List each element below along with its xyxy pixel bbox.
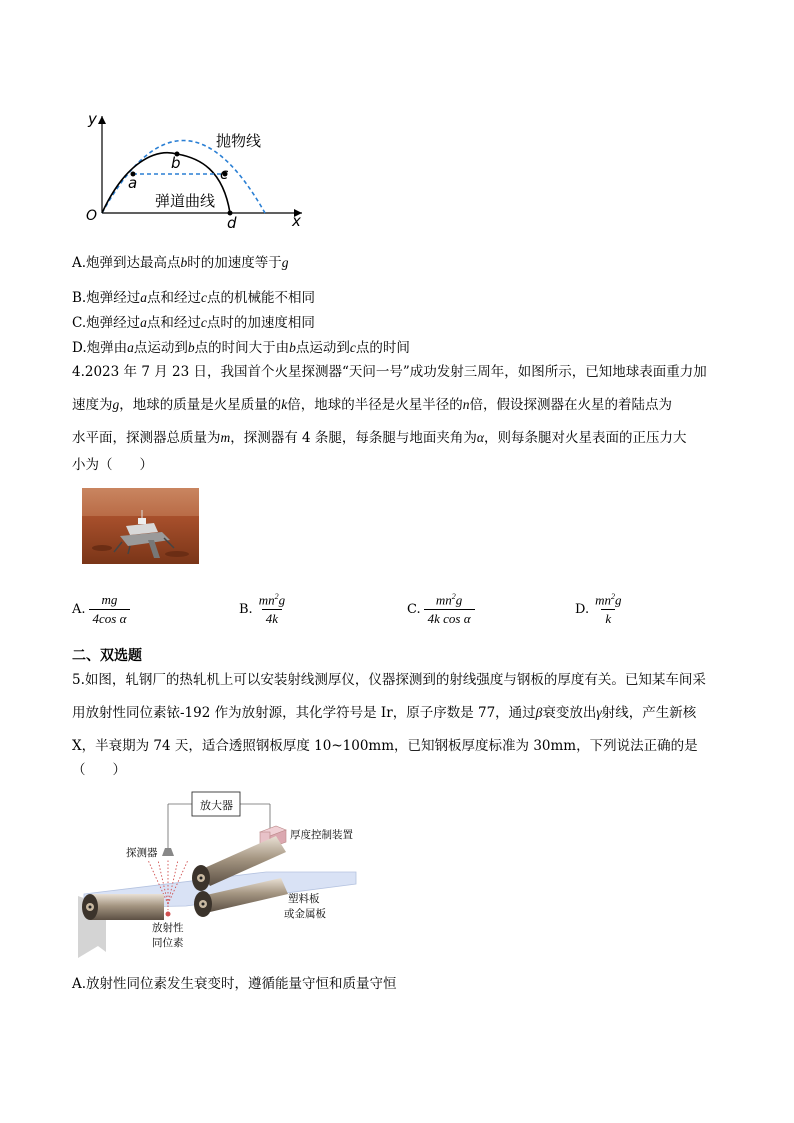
- q3-option-b: B.炮弹经过a点和经过c点的机械能不相同: [72, 290, 315, 306]
- q5-stem-line3: X，半衰期为 74 天，适合透照钢板厚度 10~100mm，已知钢板厚度标准为 30mm，下列说法正确的是: [72, 738, 698, 754]
- q3-option-c: C.炮弹经过a点和经过c点时的加速度相同: [72, 315, 315, 331]
- q5-stem-line4: （ ）: [72, 762, 126, 778]
- axis-x-label: x: [292, 212, 301, 230]
- point-c-label: c: [220, 165, 229, 183]
- q5-stem-line1: 5.如图，轧钢厂的热轧机上可以安装射线测厚仪，仪器探测到的射线强度与钢板的厚度有关。已知某车间采: [72, 672, 706, 688]
- rolling-mill-figure: [76, 786, 376, 962]
- trajectory-figure: [80, 108, 310, 230]
- q4-option-b: B. $\frac{mn^2g}{4k}$: [239, 592, 286, 627]
- q4-stem-line2: 速度为g，地球的质量是火星质量的k倍，地球的半径是火星半径的n倍，假设探测器在火星的着陆点为: [72, 397, 672, 413]
- source-label-1: 放射性: [152, 922, 184, 934]
- q4-option-a: A. $\frac{mg}{\text{4cos α}}$: [72, 592, 130, 627]
- point-a-label: a: [128, 174, 138, 192]
- detector-label: 探测器: [126, 847, 158, 859]
- plate-label-2: 或金属板: [284, 908, 326, 920]
- q3-option-a: A.炮弹到达最高点b时的加速度等于g: [72, 255, 289, 271]
- section-heading: 二、双选题: [72, 648, 142, 664]
- thickness-control-label: 厚度控制装置: [290, 829, 353, 841]
- source-label-2: 同位素: [152, 937, 184, 949]
- point-b-label: b: [171, 154, 181, 172]
- q5-stem-line2: 用放射性同位素铱-192 作为放射源，其化学符号是 Ir，原子序数是 77，通过β衰变放出γ射线，产生新核: [72, 705, 697, 721]
- q4-option-c: C. $\frac{mn^2g}{\text{4k cos α}}$: [407, 592, 475, 627]
- q3-option-d: D.炮弹由a点运动到b点的时间大于由b点运动到c点的时间: [72, 340, 410, 356]
- plate-label-1: 塑料板: [288, 893, 320, 905]
- axis-y-label: y: [88, 110, 97, 128]
- amplifier-label: 放大器: [200, 799, 233, 812]
- q4-stem-line4: 小为（ ）: [72, 457, 153, 473]
- mars-lander-photo: [82, 488, 199, 564]
- q4-option-d: D. $\frac{mn^2g}{k}$: [575, 592, 622, 627]
- origin-label: O: [86, 208, 98, 224]
- q4-stem-line1: 4.2023 年 7 月 23 日，我国首个火星探测器“天问一号”成功发射三周年，如图所示，已知地球表面重力加: [72, 364, 707, 380]
- q4-stem-line3: 水平面，探测器总质量为m，探测器有 4 条腿，每条腿与地面夹角为α，则每条腿对火星表面的正压力大: [72, 430, 687, 446]
- parabola-label: 抛物线: [216, 132, 262, 150]
- ballistic-label: 弹道曲线: [155, 192, 216, 210]
- point-d-label: d: [227, 214, 237, 230]
- q5-option-a: A.放射性同位素发生衰变时，遵循能量守恒和质量守恒: [72, 976, 397, 992]
